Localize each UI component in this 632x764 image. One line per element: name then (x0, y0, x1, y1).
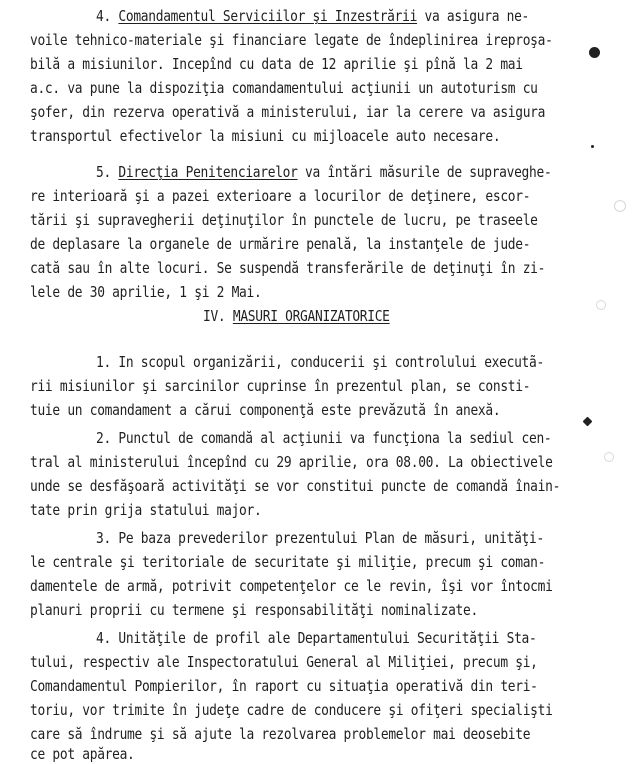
section-numeral: IV. (203, 307, 226, 325)
paragraph-4-line-5: şofer, din rezerva operativă a ministerului, iar la cerere va asigura (30, 103, 546, 121)
paragraph-5-line-4: de deplasare la organele de urmărire penală, la instanţele de jude- (30, 235, 531, 253)
item-4-line-1: 4. Unităţile de profil ale Departamentului Securităţii Sta- (96, 629, 537, 647)
item-4-line-3: Comandamentul Pompierilor, în raport cu situaţia operativă din teri- (30, 677, 538, 695)
paragraph-5-line-1 (96, 162, 551, 182)
item-4-line-6: ce pot apărea. (30, 745, 135, 763)
item-4-line-5: care să îndrume şi să ajute la rezolvarea problemelor mai deosebite (30, 725, 531, 743)
ink-mark (583, 417, 593, 427)
paragraph-5-emphasis: Direcţia Penitenciarelor (118, 163, 298, 181)
paragraph-4-line-3: bilă a misiunilor. Incepînd cu data de 12 aprilie şi pînă la 2 mai (30, 55, 523, 73)
paragraph-5-line-3: tării şi supravegherii deţinuţilor în punctele de lucru, pe traseele (30, 211, 538, 229)
paragraph-5-line-2: re interioară şi a pazei exterioare a locurilor de deţinere, escor- (30, 187, 531, 205)
paragraph-5-line-5: cată sau în alte locuri. Se suspendă transferările de deţinuţi în zi- (30, 259, 546, 277)
item-1-line-1: 1. In scopul organizării, conducerii şi controlului executã- (96, 353, 544, 371)
item-4-line-2: tului, respectiv ale Inspectoratului General al Miliţiei, precum şi, (30, 653, 538, 671)
item-2-line-3: unde se desfăşoară activităţi se vor constitui puncte de comandă înain- (30, 477, 561, 495)
paragraph-4-line-4: a.c. va pune la dispoziţia comandamentului acţiunii un autoturism cu (30, 79, 538, 97)
item-3-line-3: damentele de armă, potrivit competenţelor ce le revin, îşi vor întocmi (30, 577, 553, 595)
paragraph-4-line-1 (96, 6, 529, 26)
section-heading (203, 306, 390, 326)
item-2-line-4: tate prin grija statului major. (30, 501, 262, 519)
item-3-line-4: planuri proprii cu termene şi responsabilităţi nominalizate. (30, 601, 478, 619)
paragraph-4-emphasis: Comandamentul Serviciilor şi Inzestrării (118, 7, 418, 25)
section-title: MASURI ORGANIZATORICE (232, 307, 390, 325)
item-4-line-4: toriu, vor trimite în judeţe cadre de conducere şi ofiţeri specialişti (30, 701, 553, 719)
scan-speck (604, 452, 614, 462)
paragraph-4-line-6: transportul efectivelor la misiuni cu mijloacele auto necesare. (30, 127, 501, 145)
ink-blot (589, 47, 600, 58)
item-1-line-2: rii misiunilor şi sarcinilor cuprinse în prezentul plan, se consti- (30, 377, 531, 395)
paragraph-4-number: 4. (96, 7, 111, 25)
item-3-line-1: 3. Pe baza prevederilor prezentului Plan de măsuri, unităţi- (96, 529, 544, 547)
paragraph-4-line-1-rest: va asigura ne- (417, 7, 530, 25)
paragraph-4-line-2: voile tehnico-materiale şi financiare legate de îndeplinirea ireproşa- (30, 31, 553, 49)
paragraph-5-line-1-rest: va întări măsurile de supraveghe- (297, 163, 552, 181)
item-2-line-2: tral al ministerului începînd cu 29 aprilie, ora 08.00. La obiectivele (30, 453, 553, 471)
scan-speck (614, 200, 626, 212)
item-1-line-3: tuie un comandament a cărui componenţă este prevăzută în anexă. (30, 401, 501, 419)
item-2-line-1: 2. Punctul de comandă al acţiunii va funcţiona la sediul cen- (96, 429, 552, 447)
scan-speck (596, 300, 606, 310)
item-3-line-2: le centrale şi teritoriale de securitate şi miliţie, precum şi coman- (30, 553, 546, 571)
ink-dot (591, 145, 594, 148)
paragraph-5-number: 5. (96, 163, 111, 181)
paragraph-5-line-6: lele de 30 aprilie, 1 şi 2 Mai. (30, 283, 262, 301)
